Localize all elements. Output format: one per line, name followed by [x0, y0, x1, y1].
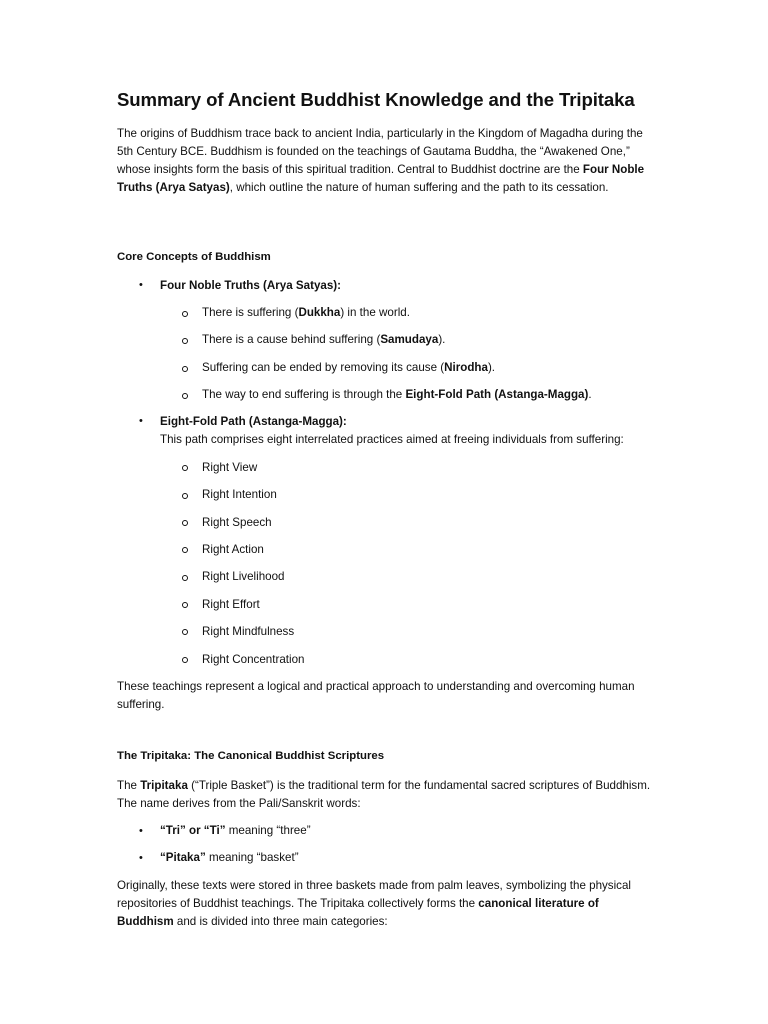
circle-bullet-icon — [182, 575, 188, 581]
list-item: Right Mindfulness — [202, 625, 295, 638]
core-concepts-heading: Core Concepts of Buddhism — [117, 251, 271, 263]
circle-bullet-icon — [182, 629, 188, 635]
eightfold-label: Eight-Fold Path (Astanga-Magga): — [160, 415, 347, 428]
list-item: “Tri” or “Ti” meaning “three” — [160, 824, 311, 837]
bullet-glyph: • — [139, 852, 143, 864]
circle-bullet-icon — [182, 520, 188, 526]
circle-bullet-icon — [182, 547, 188, 553]
noble-truths-label: Four Noble Truths (Arya Satyas): — [160, 279, 342, 292]
list-item: Right Livelihood — [202, 570, 285, 583]
list-item: Right Speech — [202, 516, 272, 529]
list-item: There is a cause behind suffering (Samudaya). — [202, 333, 446, 346]
list-item: Right Action — [202, 543, 264, 556]
tripitaka-heading: The Tripitaka: The Canonical Buddhist Scriptures — [117, 750, 385, 762]
bullet-glyph: • — [139, 415, 143, 427]
circle-bullet-icon — [182, 366, 188, 372]
circle-bullet-icon — [182, 602, 188, 608]
list-item: Right View — [202, 461, 258, 474]
eightfold-description: This path comprises eight interrelated practices aimed at freeing individuals from suffering: — [160, 433, 624, 446]
list-item: The way to end suffering is through the Eight-Fold Path (Astanga-Magga). — [202, 388, 592, 401]
page-title: Summary of Ancient Buddhist Knowledge and the Tripitaka — [117, 89, 635, 110]
list-item: Right Effort — [202, 598, 260, 611]
circle-bullet-icon — [182, 657, 188, 663]
circle-bullet-icon — [182, 493, 188, 499]
list-item: Suffering can be ended by removing its cause (Nirodha). — [202, 361, 496, 374]
list-item: Right Concentration — [202, 653, 305, 666]
final-paragraph: Originally, these texts were stored in three baskets made from palm leaves, symbolizing the physical repositories of Buddhist teachings. The Tripitaka collectively forms the canonical literature of Buddhism and is divided into three main categories: — [117, 879, 632, 928]
intro-paragraph: The origins of Buddhism trace back to ancient India, particularly in the Kingdom of Magadha during the 5th Century BCE. Buddhism is founded on the teachings of Gautama Buddha, the “Awakened One,” whose insights form the basis of this spiritual tradition. Central to Buddhist doctrine are the Four Noble Truths (Arya Satyas), which outline the nature of human suffering and the path to its cessation. — [117, 127, 645, 194]
circle-bullet-icon — [182, 311, 188, 317]
tripitaka-intro-paragraph: The Tripitaka (“Triple Basket”) is the traditional term for the fundamental sacred scriptures of Buddhism. The name derives from the Pali/Sanskrit words: — [117, 779, 651, 810]
teachings-paragraph: These teachings represent a logical and practical approach to understanding and overcoming human suffering. — [117, 680, 635, 711]
circle-bullet-icon — [182, 338, 188, 344]
bullet-glyph: • — [139, 279, 143, 291]
bullet-glyph: • — [139, 825, 143, 837]
list-item: There is suffering (Dukkha) in the world. — [202, 306, 410, 319]
circle-bullet-icon — [182, 465, 188, 471]
list-item: “Pitaka” meaning “basket” — [160, 851, 299, 864]
circle-bullet-icon — [182, 393, 188, 399]
list-item: Right Intention — [202, 488, 277, 501]
